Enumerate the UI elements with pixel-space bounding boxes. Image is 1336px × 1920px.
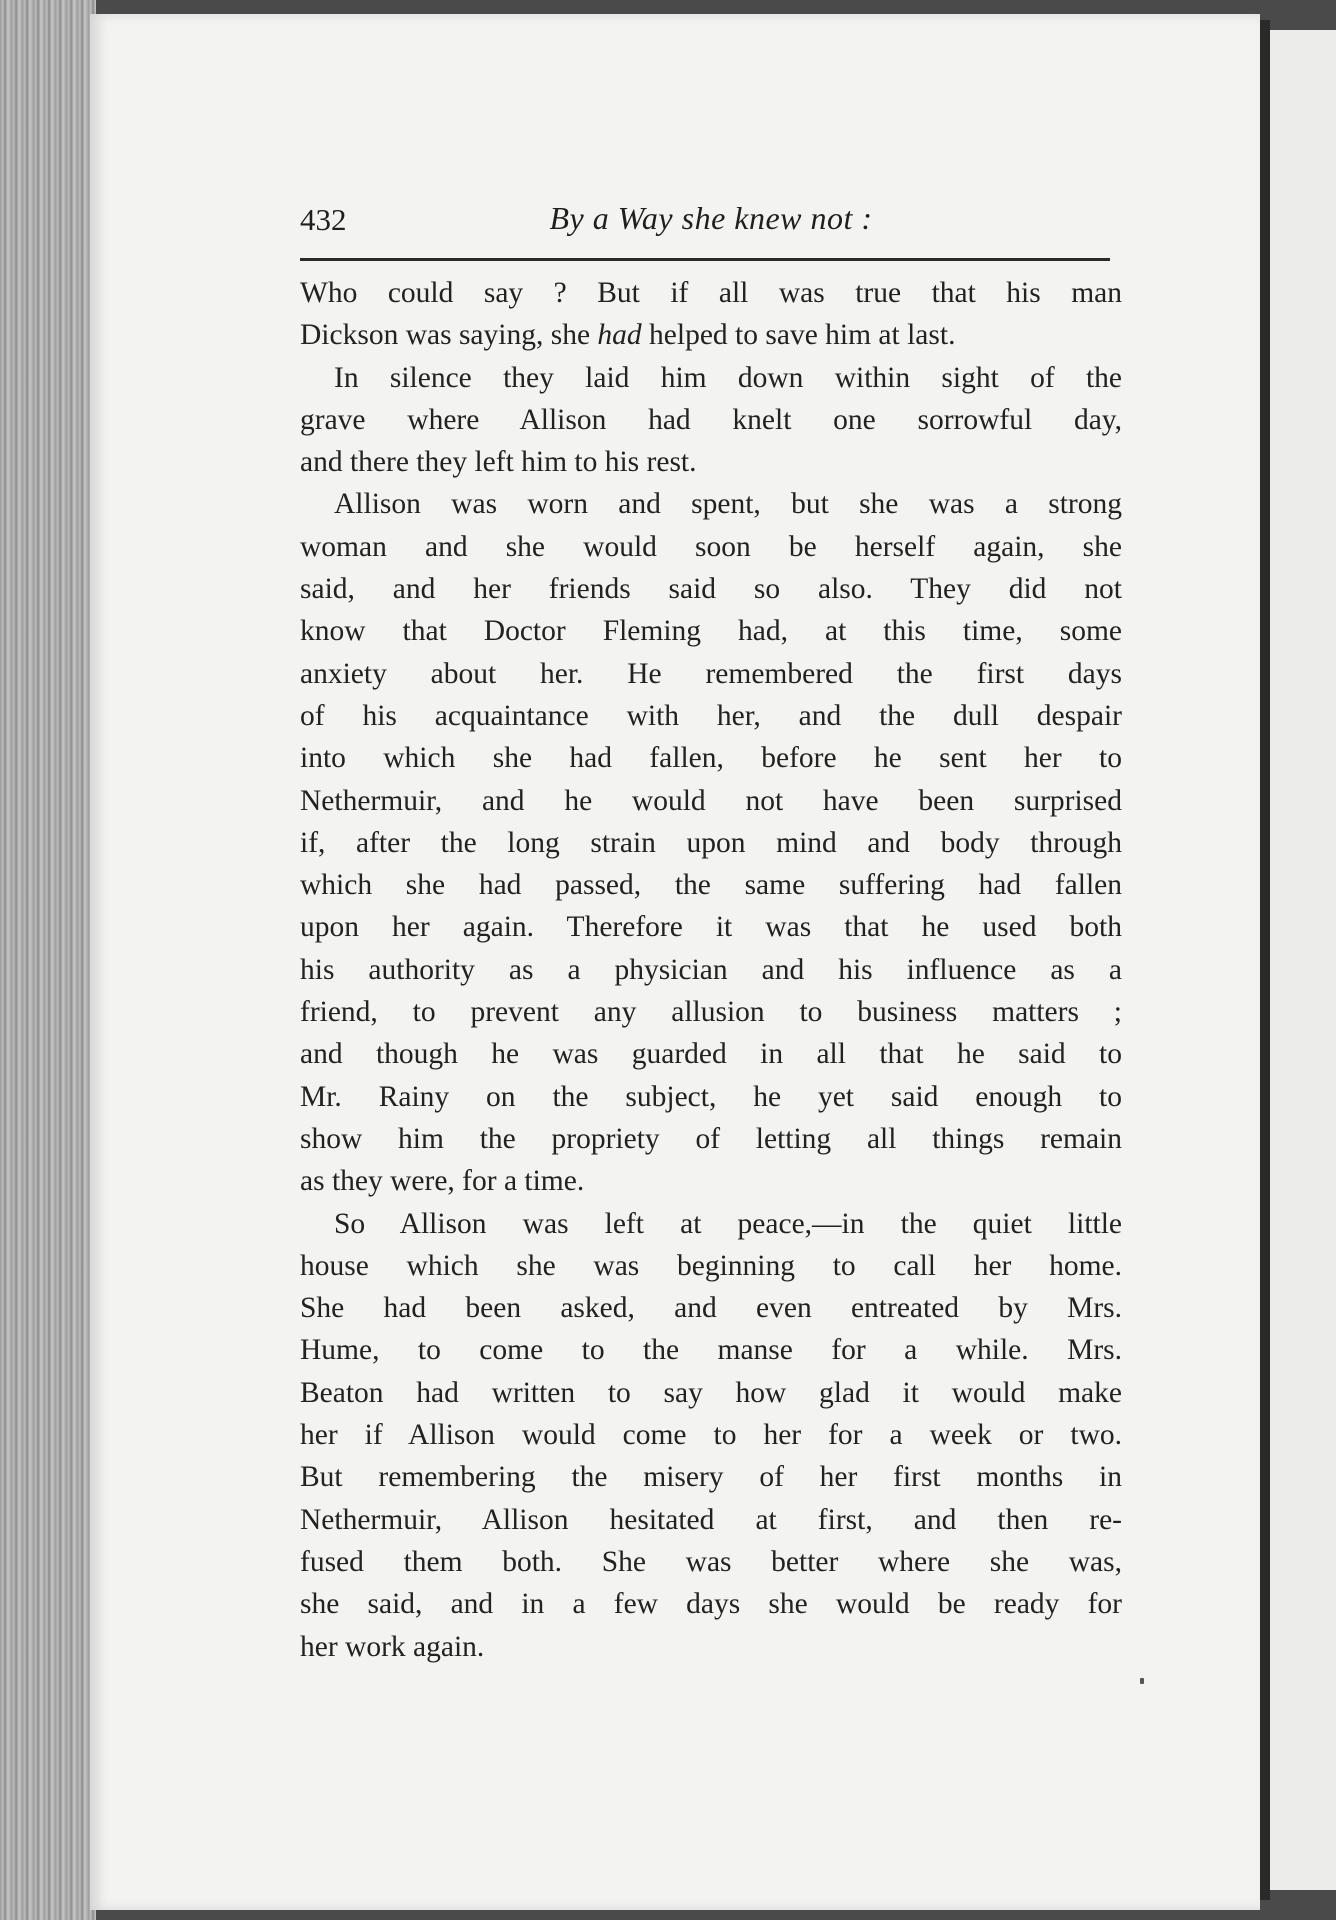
- text-line: and there they left him to his rest.: [300, 446, 697, 479]
- text-line: she said, and in a few days she would be ready for: [300, 1588, 1122, 1621]
- text-line: In silence they laid him down within sight of the: [334, 361, 1122, 394]
- running-title: By a Way she knew not :: [549, 200, 873, 236]
- text-line: said, and her friends said so also. They did not: [300, 573, 1122, 606]
- page-header: [300, 196, 1122, 252]
- text-line: Hume, to come to the manse for a while. Mrs.: [300, 1334, 1122, 1367]
- text-line: anxiety about her. He remembered the first days: [300, 657, 1122, 690]
- text-line: into which she had fallen, before he sent her to: [300, 742, 1122, 775]
- text-line: grave where Allison had knelt one sorrowful day,: [300, 403, 1122, 436]
- text-line: So Allison was left at peace,—in the quiet little: [334, 1207, 1122, 1240]
- text-line: Mr. Rainy on the subject, he yet said enough to: [300, 1080, 1122, 1113]
- page-edges: [0, 0, 96, 1920]
- body-text: [300, 272, 1122, 1668]
- header-rule: [300, 258, 1110, 261]
- text-line: woman and she would soon be herself again, she: [300, 530, 1122, 563]
- text-line: friend, to prevent any allusion to business matters ;: [300, 996, 1122, 1029]
- text-line: Nethermuir, and he would not have been surprised: [300, 784, 1122, 817]
- text-line: show him the propriety of letting all things remain: [300, 1122, 1122, 1155]
- print-speck: [1140, 1678, 1144, 1684]
- text-line: She had been asked, and even entreated by Mrs.: [300, 1292, 1122, 1325]
- text-line: her if Allison would come to her for a week or two.: [300, 1419, 1122, 1452]
- text-line: Allison was worn and spent, but she was a strong: [334, 488, 1122, 521]
- text-line: his authority as a physician and his influence as a: [300, 953, 1122, 986]
- text-line: know that Doctor Fleming had, at this time, some: [300, 615, 1122, 648]
- text-line: Beaton had written to say how glad it would make: [300, 1376, 1122, 1409]
- text-line: Nethermuir, Allison hesitated at first, and then re-: [300, 1503, 1122, 1536]
- text-line: Who could say ? But if all was true that his man: [300, 277, 1122, 309]
- text-line: Dickson was saying, she had helped to save him at last.: [300, 319, 956, 352]
- text-line: as they were, for a time.: [300, 1165, 585, 1198]
- text-line: of his acquaintance with her, and the dull despair: [300, 699, 1122, 732]
- page-number: 432: [300, 202, 347, 237]
- text-line: and though he was guarded in all that he said to: [300, 1038, 1122, 1071]
- text-line: fused them both. She was better where she was,: [300, 1545, 1122, 1578]
- text-line: house which she was beginning to call her home.: [300, 1249, 1122, 1282]
- text-line: if, after the long strain upon mind and body through: [300, 826, 1122, 859]
- text-line: But remembering the misery of her first months in: [300, 1461, 1122, 1494]
- text-line: her work again.: [300, 1630, 485, 1663]
- text-line: upon her again. Therefore it was that he used both: [300, 911, 1122, 944]
- facing-page-edge: [1270, 30, 1336, 1890]
- text-line: which she had passed, the same suffering had fallen: [300, 869, 1122, 902]
